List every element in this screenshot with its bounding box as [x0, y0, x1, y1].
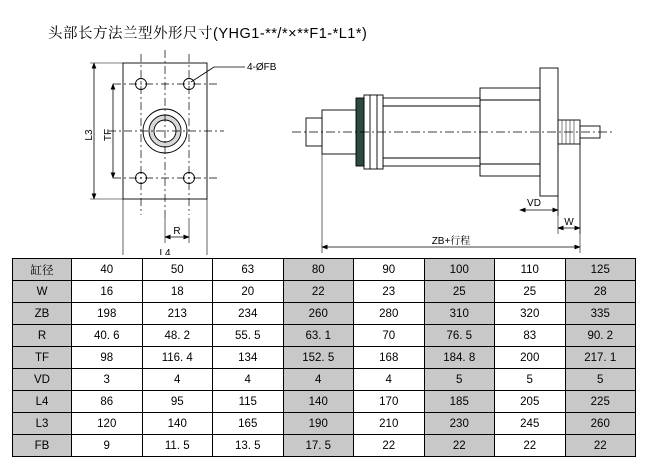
table-cell: 50 [142, 259, 213, 281]
table-cell: 225 [565, 391, 636, 413]
table-cell: 22 [424, 435, 495, 457]
table-cell: 63 [213, 259, 284, 281]
row-label: 缸径 [13, 259, 72, 281]
label-l4: L4 [159, 248, 171, 255]
dimension-table [12, 258, 636, 457]
table-cell: 11. 5 [142, 435, 213, 457]
table-cell: 140 [142, 413, 213, 435]
table-cell: 80 [283, 259, 354, 281]
row-label: W [13, 281, 72, 303]
table-row [13, 391, 636, 413]
label-vd: VD [527, 198, 541, 209]
table-cell: 110 [495, 259, 566, 281]
table-cell: 280 [354, 303, 425, 325]
table-cell: 16 [72, 281, 143, 303]
table-cell: 40. 6 [72, 325, 143, 347]
table-cell: 9 [72, 435, 143, 457]
table-cell: 213 [142, 303, 213, 325]
table-row [13, 435, 636, 457]
table-cell: 28 [565, 281, 636, 303]
table-row [13, 259, 636, 281]
table-row [13, 325, 636, 347]
label-w: W [564, 217, 574, 228]
label-hole-spec: 4-ØFB [247, 62, 277, 73]
row-label: VD [13, 369, 72, 391]
table-cell: 140 [283, 391, 354, 413]
table-cell: 205 [495, 391, 566, 413]
table-cell: 210 [354, 413, 425, 435]
table-cell: 3 [72, 369, 143, 391]
table-cell: 125 [565, 259, 636, 281]
row-label: TF [13, 347, 72, 369]
table-cell: 260 [283, 303, 354, 325]
table-cell: 310 [424, 303, 495, 325]
table-body [13, 259, 636, 457]
table-cell: 86 [72, 391, 143, 413]
table-cell: 5 [565, 369, 636, 391]
table-cell: 120 [72, 413, 143, 435]
table-cell: 17. 5 [283, 435, 354, 457]
table-cell: 13. 5 [213, 435, 284, 457]
table-cell: 25 [495, 281, 566, 303]
table-cell: 90 [354, 259, 425, 281]
table-cell: 18 [142, 281, 213, 303]
table-cell: 48. 2 [142, 325, 213, 347]
table-cell: 260 [565, 413, 636, 435]
table-cell: 198 [72, 303, 143, 325]
table-cell: 190 [283, 413, 354, 435]
table-cell: 320 [495, 303, 566, 325]
table-cell: 5 [424, 369, 495, 391]
table-cell: 234 [213, 303, 284, 325]
label-r: R [173, 226, 181, 237]
table-cell: 4 [354, 369, 425, 391]
table-cell: 83 [495, 325, 566, 347]
table-cell: 5 [495, 369, 566, 391]
table-cell: 90. 2 [565, 325, 636, 347]
label-zb-stroke: ZB+行程 [431, 236, 471, 247]
page-title: 头部长方法兰型外形尺寸(YHG1-**/*×**F1-*L1*) [48, 26, 368, 42]
cylinder-outline-drawing [0, 40, 648, 255]
table-cell: 170 [354, 391, 425, 413]
table-cell: 184. 8 [424, 347, 495, 369]
table-cell: 25 [424, 281, 495, 303]
table-cell: 70 [354, 325, 425, 347]
table-cell: 100 [424, 259, 495, 281]
table-cell: 116. 4 [142, 347, 213, 369]
table-cell: 55. 5 [213, 325, 284, 347]
table-cell: 185 [424, 391, 495, 413]
table-cell: 20 [213, 281, 284, 303]
label-l3: L3 [84, 129, 95, 141]
table-row [13, 281, 636, 303]
table-row [13, 303, 636, 325]
table-cell: 4 [283, 369, 354, 391]
table-cell: 22 [283, 281, 354, 303]
table-row [13, 347, 636, 369]
table-cell: 165 [213, 413, 284, 435]
row-label: L4 [13, 391, 72, 413]
table-cell: 76. 5 [424, 325, 495, 347]
label-tf: TF [103, 128, 114, 142]
table-cell: 22 [354, 435, 425, 457]
table-row [13, 413, 636, 435]
table-cell: 23 [354, 281, 425, 303]
table-row [13, 369, 636, 391]
table-cell: 22 [495, 435, 566, 457]
row-label: L3 [13, 413, 72, 435]
table-cell: 152. 5 [283, 347, 354, 369]
table-cell: 95 [142, 391, 213, 413]
table-cell: 63. 1 [283, 325, 354, 347]
row-label: FB [13, 435, 72, 457]
table-cell: 98 [72, 347, 143, 369]
table-cell: 134 [213, 347, 284, 369]
table-cell: 230 [424, 413, 495, 435]
table-cell: 335 [565, 303, 636, 325]
row-label: R [13, 325, 72, 347]
table-cell: 40 [72, 259, 143, 281]
table-cell: 4 [142, 369, 213, 391]
table-cell: 115 [213, 391, 284, 413]
row-label: ZB [13, 303, 72, 325]
table-cell: 200 [495, 347, 566, 369]
table-cell: 168 [354, 347, 425, 369]
table-cell: 245 [495, 413, 566, 435]
table-cell: 4 [213, 369, 284, 391]
table-cell: 217. 1 [565, 347, 636, 369]
table-cell: 22 [565, 435, 636, 457]
